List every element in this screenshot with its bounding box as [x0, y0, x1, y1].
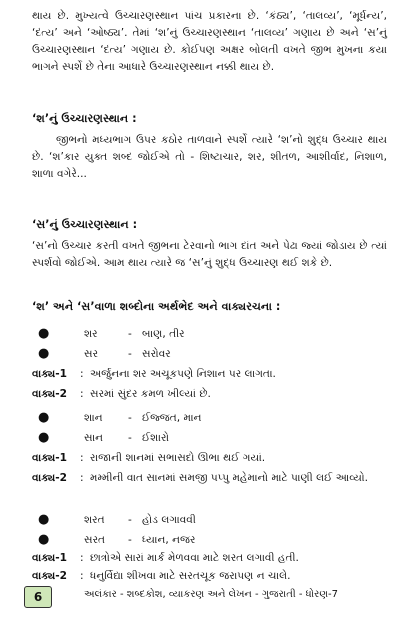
- sentence-label: વાક્ય-1: [32, 552, 68, 564]
- intro-paragraph: થાય છે. મુખ્યત્વે ઉચ્ચારણસ્થાન પાંચ પ્રકારના છે. ‘કંઠ્ય’, ‘તાલવ્ય’, ‘મૂર્ધન્ય’, ‘દંત્ય’ અને ‘ઓષ્ઠ્ય’. તેમાં ‘શ’નું ઉચ્ચારણસ્થાન ‘તાલવ્ય’ ગણાય છે અને ‘સ’નું ઉચ્ચારણસ્થાન ‘દંત્ય’ ગણાય છે. કોઈપણ અક્ષર બોલતી વખતે જીભ મુખના કયા ભાગને સ્પર્શે છે તેના આધારે ઉચ્ચારણસ્થાન નક્કી થાય છે.: [32, 10, 387, 73]
- sentence-label: વાક્ય-2: [32, 388, 68, 400]
- colon: :: [80, 452, 84, 464]
- paragraph-sha-text: જીભનો મધ્યભાગ ઉપર કઠોર તાળવાને સ્પર્શે ત્યારે ‘શ’નો શુદ્ધ ઉચ્ચાર થાય છે. ‘શ’કાર યુક્ત શબ્દ જોઈએ તો - શિષ્ટાચાર, શર, શીતળ, આશીર્વાદ, નિશાળ, શાળા વગેરે...: [32, 134, 387, 180]
- sentence-text: રાજાની શાનમાં સભાસદો ઊભા થઈ ગયાં.: [90, 452, 266, 464]
- heading-sha-ucharansthan: ‘શ’નું ઉચ્ચારણસ્થાન :: [32, 112, 137, 125]
- page-number: 6: [24, 586, 52, 608]
- page-footer: [24, 586, 390, 608]
- sentence-text: સરમાં સુંદર કમળ ખીલ્યાં છે.: [90, 388, 211, 400]
- meaning: બાણ, તીર: [142, 328, 185, 340]
- heading-arthbhed: ‘શ’ અને ‘સ’વાળા શબ્દોના અર્થભેદ અને વાક્યરચના :: [32, 300, 281, 313]
- meaning: ઈશારો: [142, 432, 170, 444]
- sentence-label: વાક્ય-2: [32, 570, 68, 582]
- meaning: સરોવર: [142, 348, 171, 360]
- bullet-icon: ●: [38, 326, 50, 341]
- heading-sa-ucharansthan: ‘સ’નું ઉચ્ચારણસ્થાન :: [32, 218, 138, 231]
- colon: :: [80, 570, 84, 582]
- dash: -: [128, 432, 132, 444]
- word: સરત: [84, 534, 106, 546]
- colon: :: [80, 388, 84, 400]
- paragraph-sa: ‘સ’નો ઉચ્ચાર કરતી વખતે જીભના ટેરવાનો ભાગ દાંત અને પેઢા જ્યાં જોડાય છે ત્યાં સ્પર્શવો જોઈએ. આમ થાય ત્યારે જ ‘સ’નું શુદ્ધ ઉચ્ચારણ થઈ શકે છે.: [32, 240, 387, 269]
- word: સર: [84, 348, 99, 360]
- bullet-icon: ●: [38, 512, 50, 527]
- sentence-text: અર્જુનના શર અચૂકપણે નિશાન પર લાગતા.: [90, 368, 276, 380]
- paragraph-sha: [32, 132, 387, 183]
- sentence-label: વાક્ય-1: [32, 368, 68, 380]
- meaning: ઈજ્જત, માન: [142, 412, 202, 424]
- dash: -: [128, 412, 132, 424]
- meaning: હોડ લગાવવી: [142, 514, 196, 526]
- bullet-icon: ●: [38, 430, 50, 445]
- dash: -: [128, 534, 132, 546]
- dash: -: [128, 514, 132, 526]
- bullet-icon: ●: [38, 410, 50, 425]
- sentence-text: મમ્મીની વાત સાનમાં સમજી પપ્પુ મહેમાનો માટે પાણી લઈ આવ્યો.: [90, 472, 368, 484]
- sentence-label: વાક્ય-2: [32, 472, 68, 484]
- word: શર: [84, 328, 98, 340]
- colon: :: [80, 552, 84, 564]
- word: શરત: [84, 514, 105, 526]
- word: શાન: [84, 412, 103, 424]
- sentence-label: વાક્ય-1: [32, 452, 68, 464]
- meaning: ધ્યાન, નજર: [142, 534, 196, 546]
- colon: :: [80, 368, 84, 380]
- footer-title: અલંકાર - શબ્દકોશ, વ્યાકરણ અને લેખન - ગુજરાતી - ધોરણ-7: [84, 589, 339, 600]
- dash: -: [128, 348, 132, 360]
- bullet-icon: ●: [38, 532, 50, 547]
- colon: :: [80, 472, 84, 484]
- sentence-text: છાત્રોએ સારાં માર્ક મેળવવા માટે શરત લગાવી હતી.: [90, 552, 299, 564]
- word: સાન: [84, 432, 104, 444]
- bullet-icon: ●: [38, 346, 50, 361]
- dash: -: [128, 328, 132, 340]
- sentence-text: ધનુર્વિદ્યા શીખવા માટે સરતચૂક જરાપણ ન ચાલે.: [90, 570, 291, 582]
